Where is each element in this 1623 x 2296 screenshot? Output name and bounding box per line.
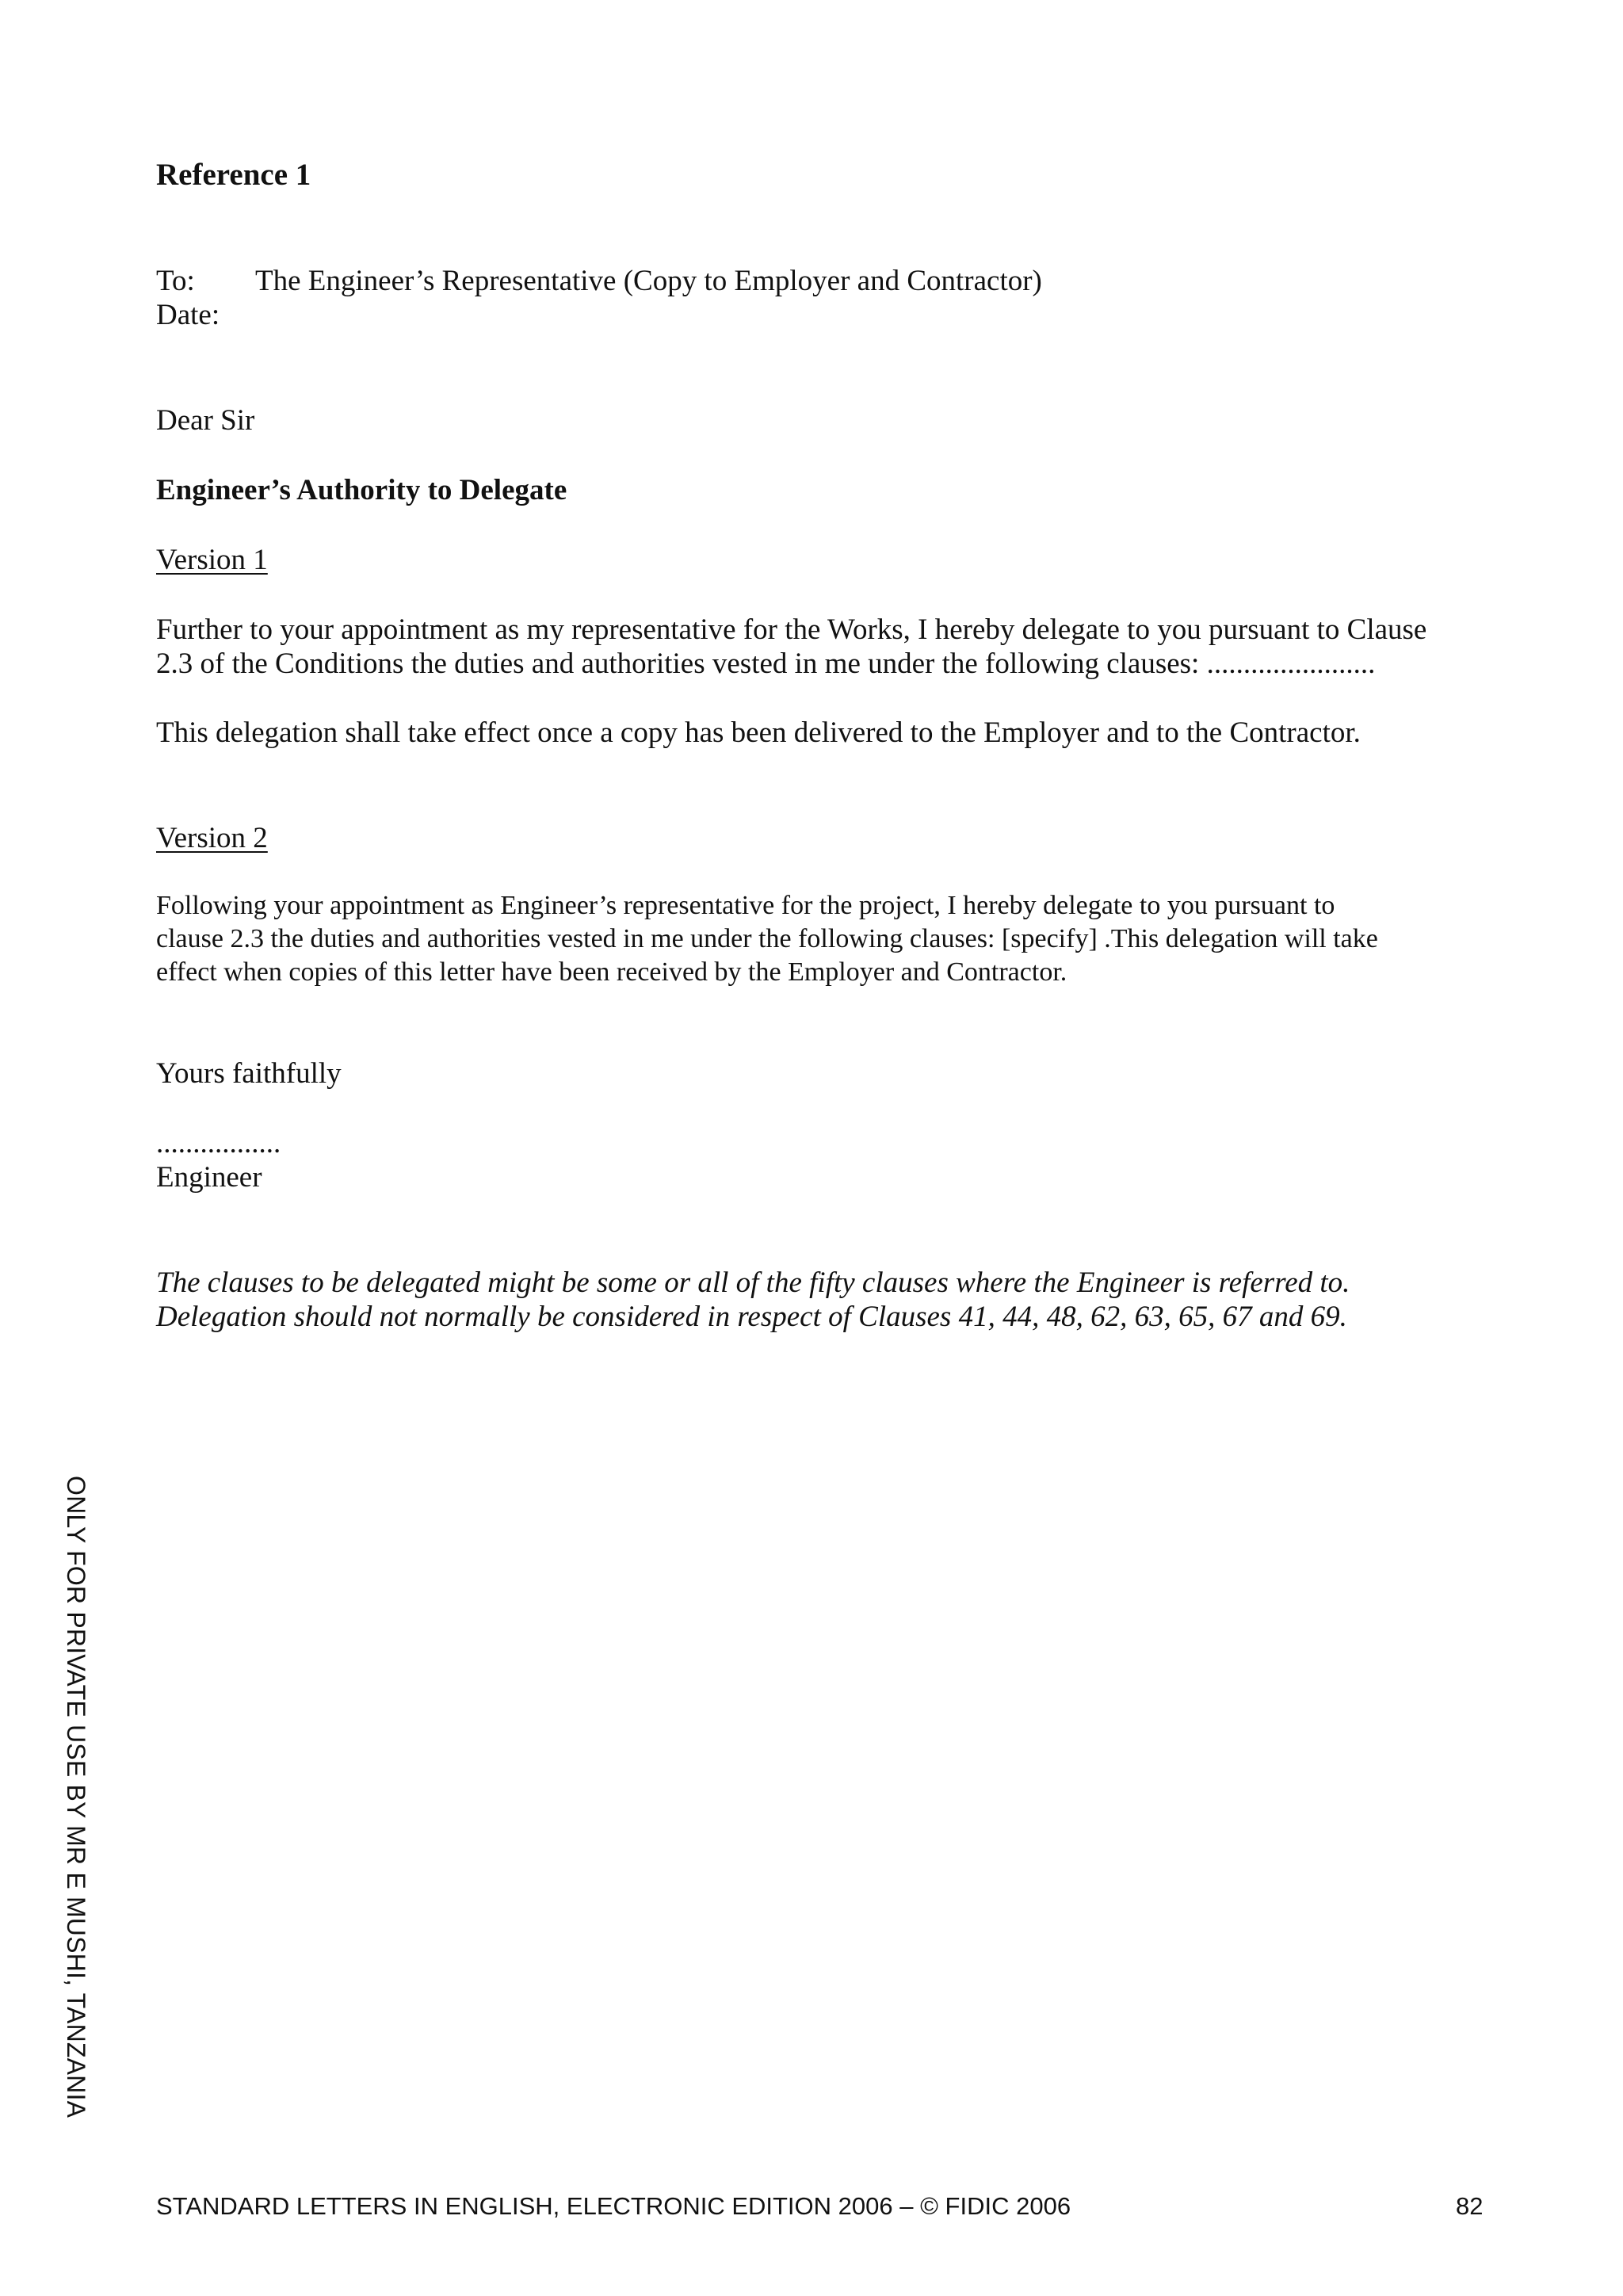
- page-number: 82: [1456, 2192, 1484, 2220]
- closing: Yours faithfully: [156, 1057, 342, 1090]
- version1-heading: Version 1: [156, 544, 268, 576]
- version1-paragraph-line2: 2.3 of the Conditions the duties and authorities vested in me under the following clauses: .......................: [156, 648, 1376, 680]
- note-line2: Delegation should not normally be considered in respect of Clauses 41, 44, 48, 62, 63, 65, 67 and 69.: [156, 1301, 1347, 1333]
- date-label: Date:: [156, 299, 220, 331]
- version2-paragraph-line1: Following your appointment as Engineer’s representative for the project, I hereby delegate to you pursuant to: [156, 891, 1335, 920]
- version2-paragraph-line3: effect when copies of this letter have been received by the Employer and Contractor.: [156, 957, 1067, 987]
- version1-paragraph-line1: Further to your appointment as my representative for the Works, I hereby delegate to you pursuant to Clause: [156, 613, 1427, 646]
- version2-paragraph-line2: clause 2.3 the duties and authorities vested in me under the following clauses: [specify] .This delegation will take: [156, 924, 1378, 953]
- note-line1: The clauses to be delegated might be some or all of the fifty clauses where the Engineer is referred to.: [156, 1266, 1350, 1299]
- salutation: Dear Sir: [156, 404, 255, 437]
- to-value: The Engineer’s Representative (Copy to Employer and Contractor): [255, 265, 1042, 297]
- version1-effect-paragraph: This delegation shall take effect once a copy has been delivered to the Employer and to the Contractor.: [156, 716, 1361, 749]
- private-use-watermark: ONLY FOR PRIVATE USE BY MR E MUSHI, TANZANIA: [62, 1476, 90, 2118]
- signature-dots: .................: [156, 1127, 281, 1159]
- version2-heading: Version 2: [156, 822, 268, 854]
- signatory: Engineer: [156, 1161, 262, 1194]
- reference-title: Reference 1: [156, 158, 311, 192]
- subject-line: Engineer’s Authority to Delegate: [156, 474, 567, 506]
- to-label: To:: [156, 265, 195, 297]
- footer-edition-text: STANDARD LETTERS IN ENGLISH, ELECTRONIC EDITION 2006 – © FIDIC 2006: [156, 2192, 1071, 2220]
